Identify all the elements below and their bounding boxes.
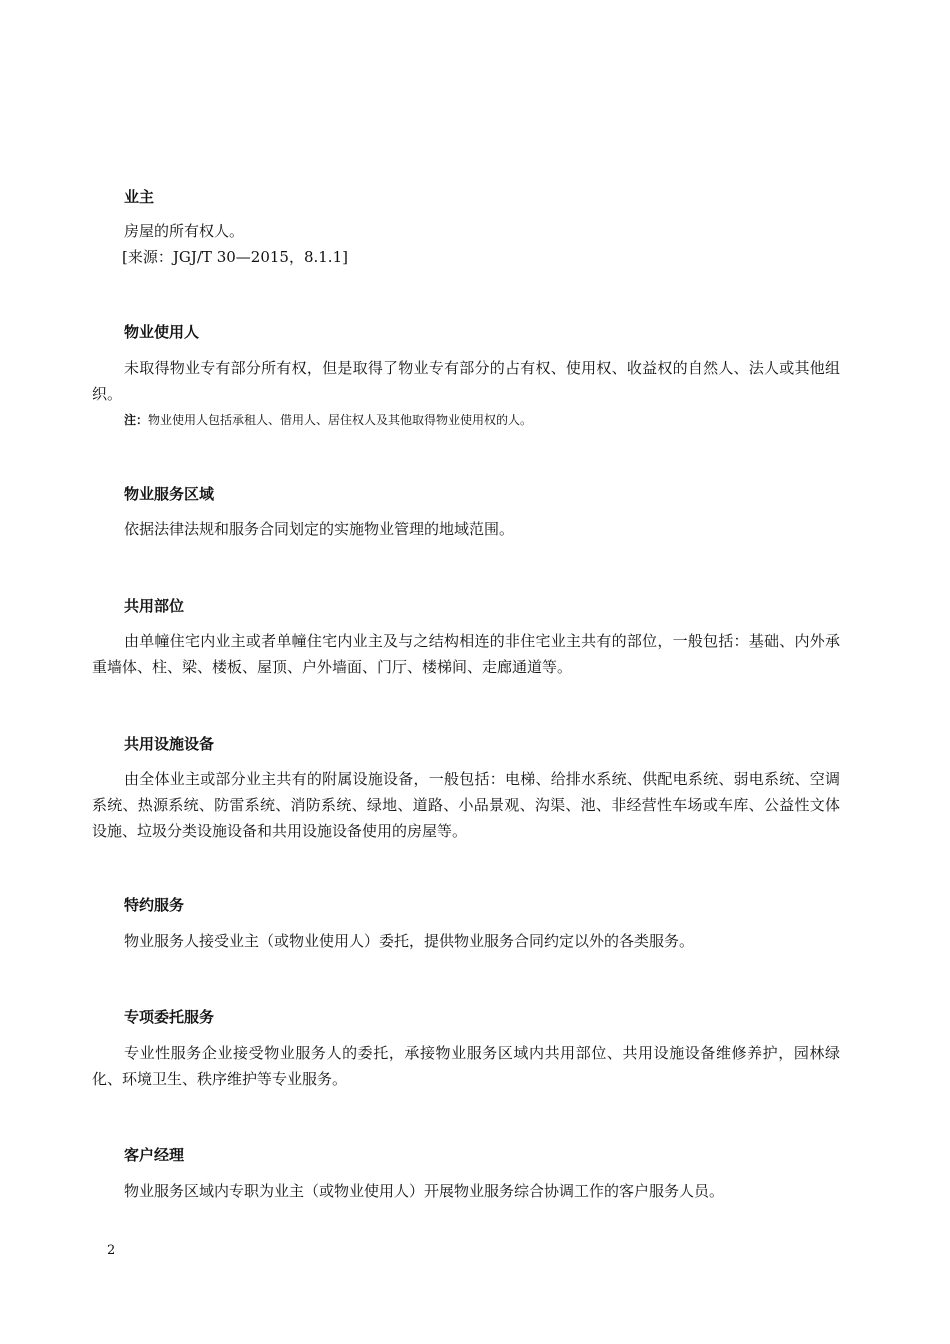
term-heading: 共用部位 <box>124 597 185 615</box>
note-label: 注： <box>124 413 149 427</box>
term-definition: 由全体业主或部分业主共有的附属设施设备，一般包括：电梯、给排水系统、供配电系统、弱电系统、空调系统、热源系统、防雷系统、消防系统、绿地、道路、小品景观、沟渠、池、非经营性车场或车库、公益性文体设施、垃圾分类设施设备和共用设施设备使用的房屋等。 <box>92 770 840 840</box>
term-heading: 客户经理 <box>124 1146 185 1164</box>
term-definition: 房屋的所有权人。 <box>124 222 245 240</box>
term-definition: 物业服务区域内专职为业主（或物业使用人）开展物业服务综合协调工作的客户服务人员。 <box>124 1182 725 1200</box>
term-heading: 特约服务 <box>124 896 185 914</box>
term-note <box>124 411 532 429</box>
term-definition: 物业服务人接受业主（或物业使用人）委托，提供物业服务合同约定以外的各类服务。 <box>124 932 695 950</box>
term-definition: 专业性服务企业接受物业服务人的委托，承接物业服务区域内共用部位、共用设施设备维修养护，园林绿化、环境卫生、秩序维护等专业服务。 <box>92 1044 840 1088</box>
term-definition: 由单幢住宅内业主或者单幢住宅内业主及与之结构相连的非住宅业主共有的部位，一般包括：基础、内外承重墙体、柱、梁、楼板、屋顶、户外墙面、门厅、楼梯间、走廊通道等。 <box>92 632 840 676</box>
term-heading: 物业使用人 <box>124 323 200 341</box>
term-heading: 物业服务区域 <box>124 485 215 503</box>
term-definition: 依据法律法规和服务合同划定的实施物业管理的地域范围。 <box>124 520 515 538</box>
term-source: [来源：JGJ/T 30—2015，8.1.1] <box>122 248 348 266</box>
term-definition: 未取得物业专有部分所有权，但是取得了物业专有部分的占有权、使用权、收益权的自然人、法人或其他组织。 <box>92 359 840 403</box>
note-text: 物业使用人包括承租人、借用人、居住权人及其他取得物业使用权的人。 <box>148 413 533 427</box>
term-heading: 共用设施设备 <box>124 735 215 753</box>
page-number: 2 <box>107 1243 116 1258</box>
term-heading: 专项委托服务 <box>124 1008 215 1026</box>
term-heading: 业主 <box>124 188 155 206</box>
